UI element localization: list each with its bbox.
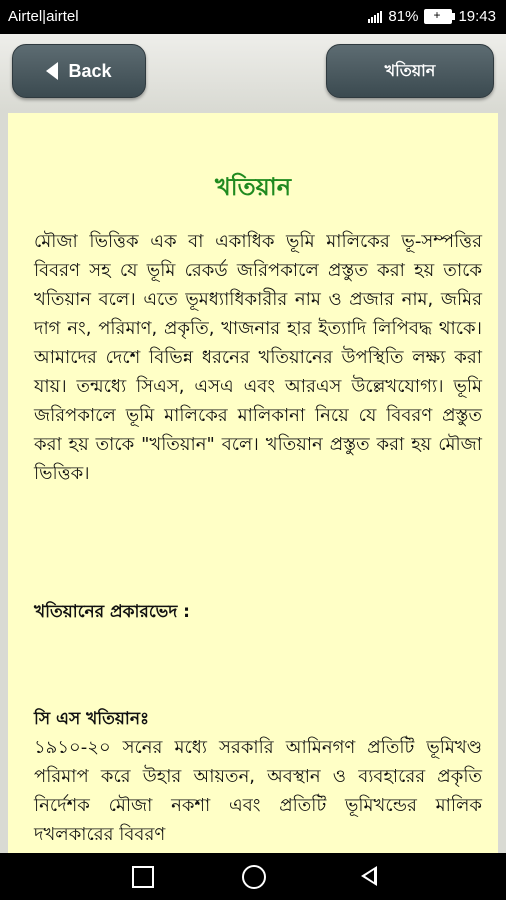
back-button-label: Back <box>68 60 112 81</box>
navigation-bar <box>0 853 506 900</box>
page-title: খতিয়ান <box>214 173 292 201</box>
back-arrow-icon <box>46 62 58 80</box>
battery-icon: + <box>424 9 452 24</box>
recent-apps-icon[interactable] <box>132 866 154 888</box>
cs-khatian-paragraph: ১৯১০-২০ সনের মধ্যে সরকারি আমিনগণ প্রতিটি ভূমিখণ্ড পরিমাপ করে উহার আয়তন, অবস্থান ও ব্যবহারের প্রকৃতি নির্দেশক মৌজা নকশা এবং প্রতিটি ভূমিখন্ডের মালিক দখলকারের বিবরণ <box>34 737 482 845</box>
back-nav-icon-inner <box>365 870 374 882</box>
signal-icon <box>368 11 382 23</box>
header-bar <box>0 34 506 110</box>
definition-paragraph: মৌজা ভিত্তিক এক বা একাধিক ভূমি মালিকের ভূ-সম্পত্তির বিবরণ সহ যে ভূমি রেকর্ড জরিপকালে প্রস্তুত করা হয় তাকে খতিয়ান বলে। এতে ভূমধ্যাধিকারীর নাম ও প্রজার নাম, জমির দাগ নং, পরিমাণ, প্রকৃতি, খাজনার হার ইত্যাদি লিপিবদ্ধ থাকে। আমাদের দেশে বিভিন্ন ধরনের খতিয়ানের উপস্থিতি লক্ষ্য করা যায়। তন্মধ্যে সিএস, এসএ এবং আরএস উল্লেখযোগ্য। ভূমি জরিপকালে ভূমি মালিকের মালিকানা নিয়ে যে বিবরণ প্রস্তুত করা হয় তাকে "খতিয়ান" বলে। খতিয়ান প্রস্তুত করা হয় মৌজা ভিত্তিক। <box>34 231 482 484</box>
content-card[interactable] <box>8 113 498 853</box>
status-icons <box>368 8 496 25</box>
back-button[interactable] <box>12 44 146 98</box>
carrier-label: Airtel|airtel <box>8 8 79 25</box>
clock: 19:43 <box>458 8 496 25</box>
khatian-button-label: খতিয়ান <box>384 60 436 80</box>
types-heading: খতিয়ানের প্রকারভেদ : <box>34 602 190 622</box>
status-bar <box>0 0 506 34</box>
cs-khatian-heading: সি এস খতিয়ানঃ <box>34 709 150 729</box>
battery-percent: 81% <box>388 8 419 25</box>
home-icon[interactable] <box>242 865 266 889</box>
khatian-button[interactable] <box>326 44 494 98</box>
